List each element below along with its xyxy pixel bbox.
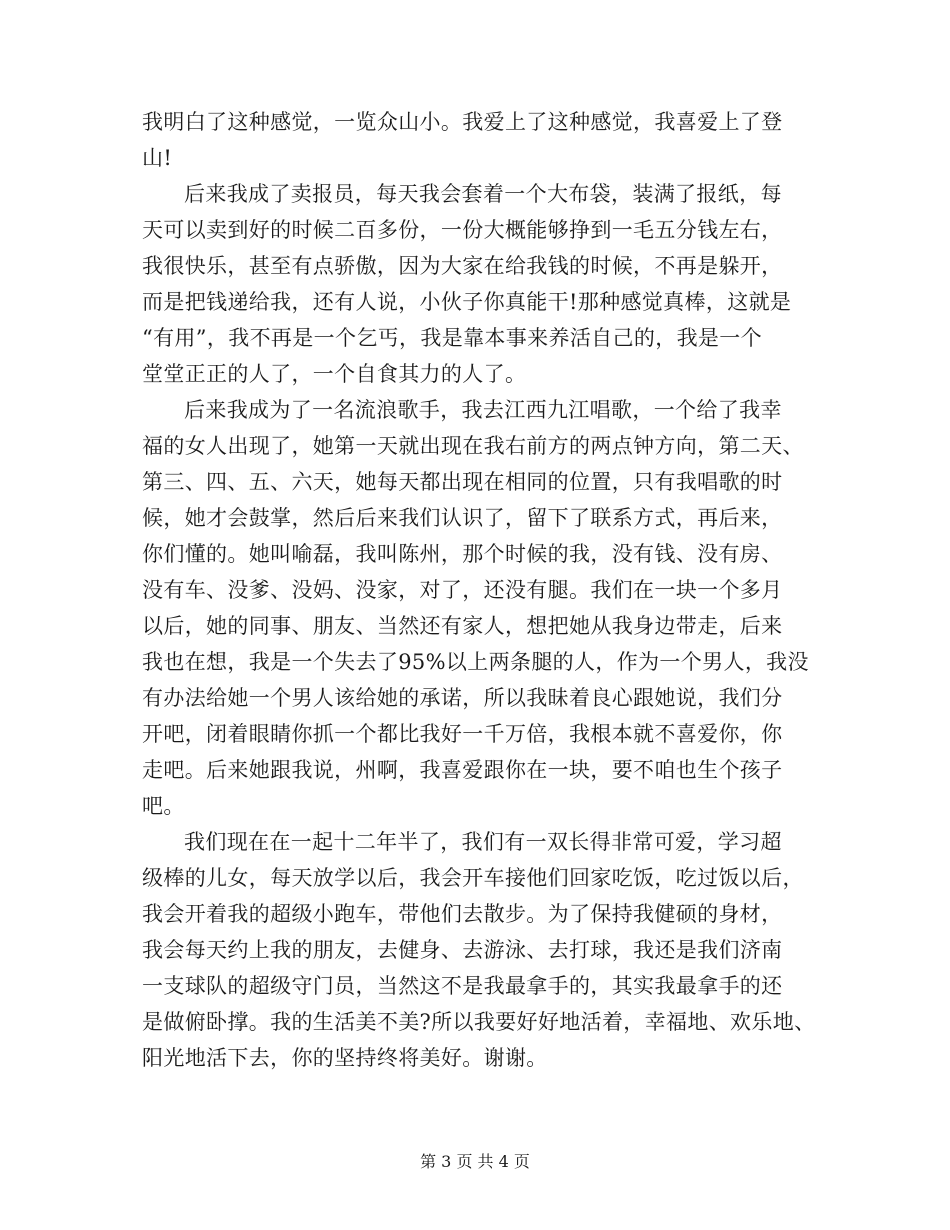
text-line: 一支球队的超级守门员，当然这不是我最拿手的，其实我最拿手的还 <box>142 974 783 998</box>
text-line: 吧。 <box>142 794 185 818</box>
text-line: 走吧。后来她跟我说，州啊，我喜爱跟你在一块，要不咱也生个孩子 <box>142 758 783 782</box>
paragraph <box>142 392 822 824</box>
paragraph <box>142 824 822 1076</box>
text-line: 第三、四、五、六天，她每天都出现在相同的位置，只有我唱歌的时 <box>142 470 783 494</box>
text-line: 是做俯卧撑。我的生活美不美?所以我要好好地活着，幸福地、欢乐地、 <box>142 1010 816 1034</box>
text-line: 阳光地活下去，你的坚持终将美好。谢谢。 <box>142 1046 548 1070</box>
text-line: “有用”，我不再是一个乞丐，我是靠本事来养活自己的，我是一个 <box>142 326 762 350</box>
text-line: 我会开着我的超级小跑车，带他们去散步。为了保持我健硕的身材， <box>142 902 783 926</box>
text-line: 我明白了这种感觉，一览众山小。我爱上了这种感觉，我喜爱上了登 <box>142 110 783 134</box>
text-line: 天可以卖到好的时候二百多份，一份大概能够挣到一毛五分钱左右， <box>142 218 783 242</box>
text-line: 级棒的儿女，每天放学以后，我会开车接他们回家吃饭，吃过饭以后， <box>142 866 804 890</box>
text-line: 你们懂的。她叫喻磊，我叫陈州，那个时候的我，没有钱、没有房、 <box>142 542 783 566</box>
document-body <box>142 104 822 1076</box>
text-line: 后来我成了卖报员，每天我会套着一个大布袋，装满了报纸，每 <box>184 182 782 206</box>
text-line: 堂堂正正的人了，一个自食其力的人了。 <box>142 362 527 386</box>
text-line: 候，她才会鼓掌，然后后来我们认识了，留下了联系方式，再后来， <box>142 506 783 530</box>
text-line: 福的女人出现了，她第一天就出现在我右前方的两点钟方向，第二天、 <box>142 434 804 458</box>
page-footer <box>0 1150 950 1174</box>
text-line: 开吧，闭着眼睛你抓一个都比我好一千万倍，我根本就不喜爱你，你 <box>142 722 783 746</box>
text-line: 山! <box>142 146 173 170</box>
text-line: 以后，她的同事、朋友、当然还有家人，想把她从我身边带走，后来 <box>142 614 783 638</box>
text-line: 我很快乐，甚至有点骄傲，因为大家在给我钱的时候，不再是躲开， <box>142 254 783 278</box>
page-number-label: 第 3 页 共 4 页 <box>420 1152 530 1171</box>
text-line: 我也在想，我是一个失去了95%以上两条腿的人，作为一个男人，我没 <box>142 650 809 674</box>
paragraph <box>142 104 822 176</box>
text-line: 后来我成为了一名流浪歌手，我去江西九江唱歌，一个给了我幸 <box>184 398 782 422</box>
paragraph <box>142 176 822 392</box>
text-line: 我们现在在一起十二年半了，我们有一双长得非常可爱，学习超 <box>184 830 782 854</box>
text-line: 而是把钱递给我，还有人说，小伙子你真能干!那种感觉真棒，这就是 <box>142 290 792 314</box>
text-line: 有办法给她一个男人该给她的承诺，所以我昧着良心跟她说，我们分 <box>142 686 783 710</box>
text-line: 没有车、没爹、没妈、没家，对了，还没有腿。我们在一块一个多月 <box>142 578 783 602</box>
text-line: 我会每天约上我的朋友，去健身、去游泳、去打球，我还是我们济南 <box>142 938 783 962</box>
